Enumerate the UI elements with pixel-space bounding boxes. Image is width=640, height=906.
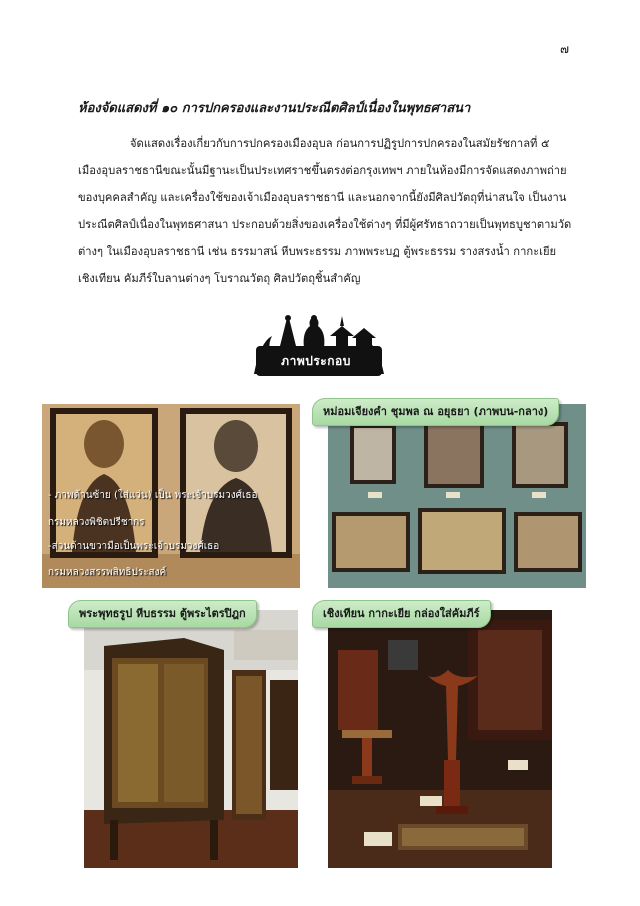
photo-candle-holders xyxy=(328,610,552,868)
portrait-note-1: - ภาพด้านซ้าย (ใส่แว่น) เป็น พระเจ้าบรมวงศ์เธอ xyxy=(48,490,258,501)
photo-portraits xyxy=(42,404,300,588)
photo-wall-gallery xyxy=(328,404,586,588)
para-line-4: ประณีตศิลป์เนื่องในพุทธศาสนา ประกอบด้วยสิ่งของเครื่องใช้ต่างๆ ที่มีผู้ศรัทธาถวายเป็นพุทธบูชาตามวัด xyxy=(78,218,572,231)
para-line-6: เชิงเทียน คัมภีร์ใบลานต่างๆ โบราณวัตถุ ศิลปวัตถุชิ้นสำคัญ xyxy=(78,272,361,285)
section-heading: ห้องจัดแสดงที่ ๑๐ การปกครองและงานประณีตศิลป์เนื่องในพุทธศาสนา xyxy=(78,101,471,116)
photo-cabinet xyxy=(84,610,298,868)
portrait-note-2: กรมหลวงพิชิตปรีชากร xyxy=(48,517,145,528)
banner-graphic xyxy=(252,312,386,382)
para-line-1: จัดแสดงเรื่องเกี่ยวกับการปกครองเมืองอุบล ก่อนการปฏิรูปการปกครองในสมัยรัชกาลที่ ๕ xyxy=(130,137,550,150)
body-paragraph xyxy=(78,130,578,292)
portrait-note-4: กรมหลวงสรรพสิทธิประสงค์ xyxy=(48,567,167,578)
caption-wall-photos: หม่อมเจียงคำ ชุมพล ณ อยุธยา (ภาพบน-กลาง) xyxy=(312,398,559,426)
para-line-2: เมืองอุบลราชธานีขณะนั้นมีฐานะเป็นประเทศราชขึ้นตรงต่อกรุงเทพฯ ภายในห้องมีการจัดแสดงภาพถ่าย xyxy=(78,164,567,177)
portrait-note-3: -ส่วนด้านขวามือเป็นพระเจ้าบรมวงศ์เธอ xyxy=(48,541,220,552)
page-number: ๗ xyxy=(560,42,570,56)
para-line-3: ของบุคคลสำคัญ และเครื่องใช้ของเจ้าเมืองอุบลราชธานี และนอกจากนี้ยังมีศิลปวัตถุที่น่าสนใจ เป็นงาน xyxy=(78,191,567,204)
banner-label: ภาพประกอบ xyxy=(281,354,351,368)
caption-candle-holders: เชิงเทียน กากะเยีย กล่องใส่คัมภีร์ xyxy=(312,600,491,628)
caption-cabinet: พระพุทธรูป หีบธรรม ตู้พระไตรปิฎก xyxy=(68,600,257,628)
para-line-5: ต่างๆ ในเมืองอุบลราชธานี เช่น ธรรมาสน์ หีบพระธรรม ภาพพระบฏ ตู้พระธรรม รางสรงน้ำ กากะเยีย xyxy=(78,245,557,258)
